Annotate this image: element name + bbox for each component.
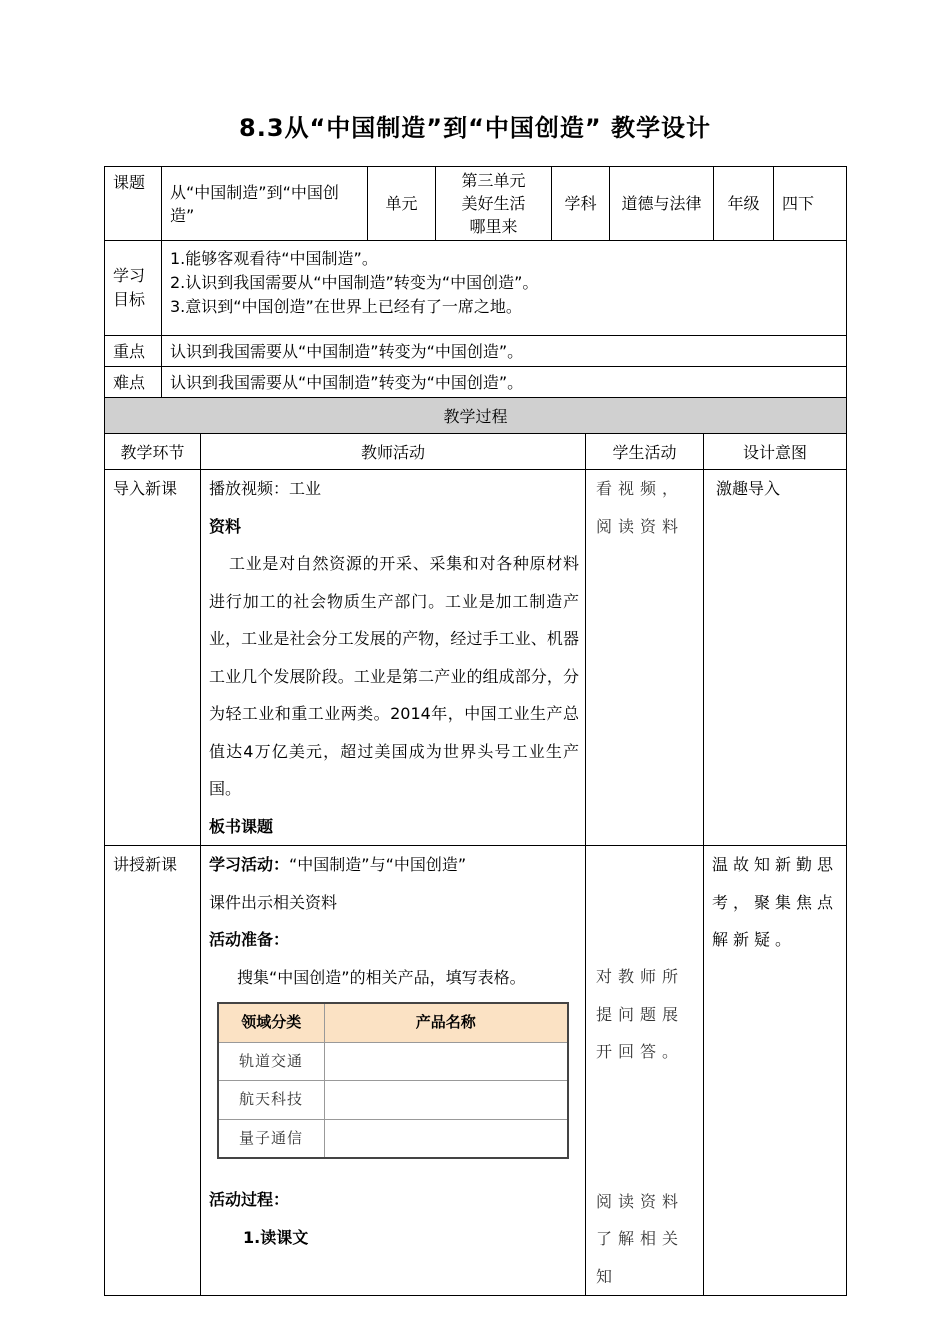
col-stage: 教学环节 bbox=[105, 434, 201, 470]
col-teacher: 教师活动 bbox=[201, 434, 586, 470]
product-table bbox=[217, 1002, 569, 1159]
grade-label: 年级 bbox=[714, 167, 774, 241]
product-row-field: 航天科技 bbox=[218, 1081, 324, 1120]
key-value: 认识到我国需要从“中国制造”转变为“中国创造”。 bbox=[162, 336, 847, 367]
step-1: 1.读课文 bbox=[243, 1227, 309, 1247]
student-read: 阅读资料了解相关知 bbox=[596, 1191, 685, 1286]
goals-list bbox=[162, 241, 847, 336]
product-row-input[interactable] bbox=[324, 1081, 568, 1120]
intro-student: 看视频，阅读资料 bbox=[586, 470, 704, 846]
goal-1: 1.能够客观看待“中国制造”。 bbox=[170, 249, 378, 268]
goal-3: 3.意识到“中国创造”在世界上已经有了一席之地。 bbox=[170, 297, 522, 316]
new-student bbox=[586, 846, 704, 1296]
product-row-input[interactable] bbox=[324, 1042, 568, 1081]
new-stage: 讲授新课 bbox=[105, 846, 201, 1296]
material-text: 工业是对自然资源的开采、采集和对各种原材料进行加工的社会物质生产部门。工业是加工制造产业，工业是社会分工发展的产物，经过手工业、机器工业几个发展阶段。工业是第二产业的组成部分，分为轻工业和重工业两类。2014年，中国工业生产总值达4万亿美元，超过美国成为世界头号工业生产国。 bbox=[209, 554, 579, 798]
unit-value bbox=[436, 167, 552, 241]
col-intent: 设计意图 bbox=[704, 434, 847, 470]
new-teacher bbox=[201, 846, 586, 1296]
goals-label: 学习目标 bbox=[105, 241, 162, 336]
material-label: 资料 bbox=[209, 516, 242, 536]
intro-video: 播放视频：工业 bbox=[209, 479, 322, 498]
page-title: 8.3从“中国制造”到“中国创造” 教学设计 bbox=[239, 114, 711, 142]
intro-intent: 激趣导入 bbox=[704, 470, 847, 846]
board-label: 板书课题 bbox=[209, 816, 274, 836]
intro-teacher bbox=[201, 470, 586, 846]
col-student: 学生活动 bbox=[586, 434, 704, 470]
activity-title: “中国制造”与“中国创造” bbox=[289, 855, 467, 874]
process-header: 教学过程 bbox=[105, 398, 847, 434]
subject-value: 道德与法律 bbox=[610, 167, 714, 241]
subject-label: 学科 bbox=[552, 167, 610, 241]
prep-label: 活动准备： bbox=[209, 930, 290, 949]
unit-label: 单元 bbox=[368, 167, 436, 241]
unit-line-3: 哪里来 bbox=[469, 217, 518, 236]
goal-2: 2.认识到我国需要从“中国制造”转变为“中国创造”。 bbox=[170, 273, 539, 292]
prep-text: 搜集“中国创造”的相关产品，填写表格。 bbox=[237, 967, 526, 987]
product-col-name: 产品名称 bbox=[324, 1003, 568, 1042]
activity-label: 学习活动： bbox=[209, 855, 290, 874]
grade-value: 四下 bbox=[774, 167, 847, 241]
unit-line-1: 第三单元 bbox=[461, 171, 526, 190]
topic-value: 从“中国制造”到“中国创造” bbox=[162, 167, 368, 241]
difficulty-label: 难点 bbox=[105, 367, 162, 399]
student-answer: 对教师所提问题展开回答。 bbox=[596, 967, 685, 1061]
process-table bbox=[104, 397, 847, 1296]
product-row-field: 轨道交通 bbox=[218, 1042, 324, 1081]
product-row-field: 量子通信 bbox=[218, 1119, 324, 1158]
lesson-info-table bbox=[104, 166, 847, 399]
key-label: 重点 bbox=[105, 336, 162, 367]
intro-stage: 导入新课 bbox=[105, 470, 201, 846]
new-intent: 温故知新勤思考，聚集焦点解新疑。 bbox=[704, 846, 847, 1296]
activity-line bbox=[209, 846, 579, 884]
topic-label: 课题 bbox=[105, 167, 162, 241]
unit-line-2: 美好生活 bbox=[461, 194, 526, 213]
process-label: 活动过程： bbox=[209, 1190, 290, 1209]
product-row-input[interactable] bbox=[324, 1119, 568, 1158]
product-col-field: 领域分类 bbox=[218, 1003, 324, 1042]
difficulty-value: 认识到我国需要从“中国制造”转变为“中国创造”。 bbox=[162, 367, 847, 399]
courseware-text: 课件出示相关资料 bbox=[209, 892, 338, 912]
